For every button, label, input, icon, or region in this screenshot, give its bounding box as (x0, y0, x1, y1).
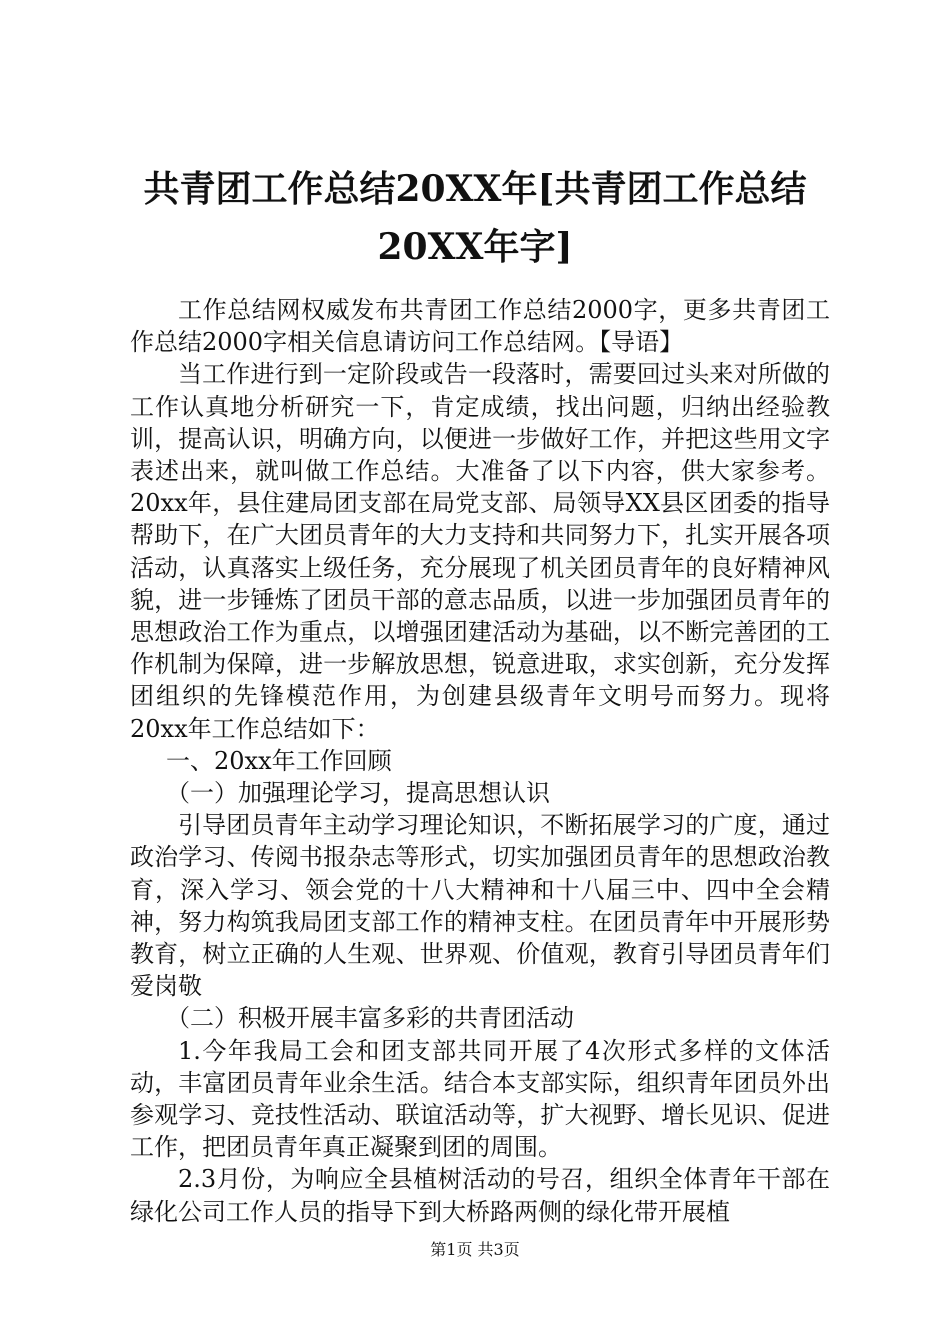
paragraph-item-1: 1.今年我局工会和团支部共同开展了4次形式多样的文体活动，丰富团员青年业余生活。结合本支部实际，组织青年团员外出参观学习、竞技性活动、联谊活动等，扩大视野、增长见识、促进工作，把团员青年真正凝聚到团的周围。 (130, 1036, 830, 1162)
page-footer: 第1页 共3页 (430, 1240, 520, 1259)
subsection-heading-2: （二）积极开展丰富多彩的共青团活动 (166, 1004, 574, 1033)
paragraph-item-2: 2.3月份，为响应全县植树活动的号召，组织全体青年干部在绿化公司工作人员的指导下到大桥路两侧的绿化带开展植 (130, 1165, 830, 1226)
subsection-heading-1: （一）加强理论学习，提高思想认识 (166, 779, 550, 808)
paragraph-intro: 工作总结网权威发布共青团工作总结2000字，更多共青团工作总结2000字相关信息请访问工作总结网。【导语】 (130, 296, 830, 357)
paragraph-main: 当工作进行到一定阶段或告一段落时，需要回过头来对所做的工作认真地分析研究一下，肯定成绩，找出问题，归纳出经验教训，提高认识，明确方向，以便进一步做好工作，并把这些用文字表述出来，就叫做工作总结。大准备了以下内容，供大家参考。20xx年，县住建局团支部在局党支部、局领导XX县区团委的指导帮助下，在广大团员青年的大力支持和共同努力下，扎实开展各项活动，认真落实上级任务，充分展现了机关团员青年的良好精神风貌，进一步锤炼了团员干部的意志品质，以进一步加强团员青年的思想政治工作为重点，以增强团建活动为基础，以不断完善团的工作机制为保障，进一步解放思想，锐意进取，求实创新，充分发挥团组织的先锋模范作用，为创建县级青年文明号而努力。现将20xx年工作总结如下： (130, 360, 830, 743)
section-heading: 一、20xx年工作回顾 (166, 746, 392, 775)
document-title: 共青团工作总结20XX年[共青团工作总结20XX年字] (143, 168, 807, 268)
document-body (130, 294, 830, 1228)
paragraph-study: 引导团员青年主动学习理论知识，不断拓展学习的广度，通过政治学习、传阅书报杂志等形式，切实加强团员青年的思想政治教育，深入学习、领会党的十八大精神和十八届三中、四中全会精神，努力构筑我局团支部工作的精神支柱。在团员青年中开展形势教育，树立正确的人生观、世界观、价值观，教育引导团员青年们爱岗敬 (130, 811, 830, 1001)
